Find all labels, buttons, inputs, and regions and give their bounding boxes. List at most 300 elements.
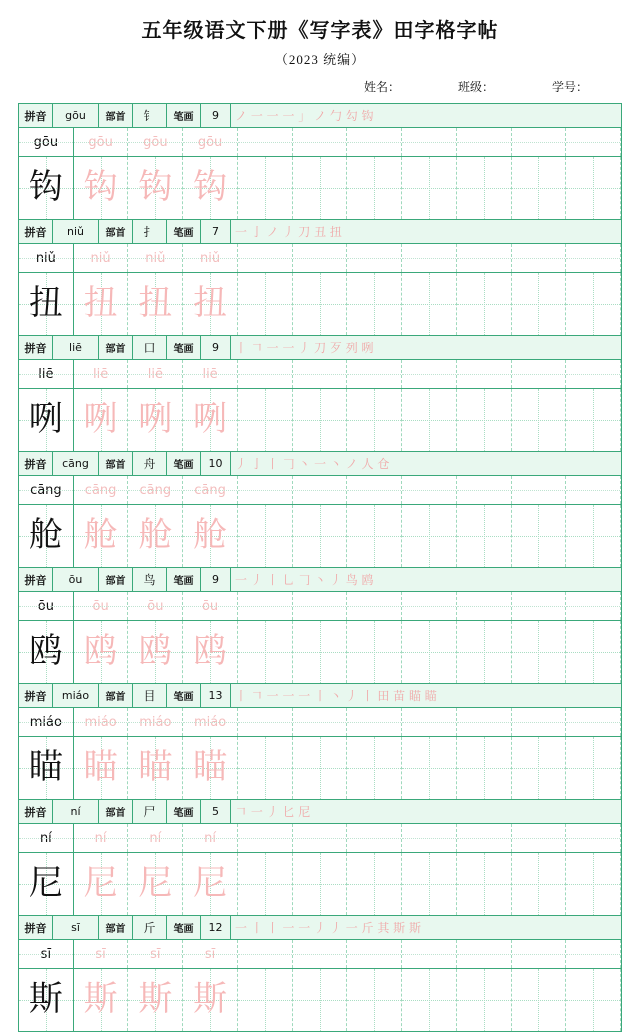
pinyin-baseline [19, 606, 73, 607]
tianzige-cell[interactable] [457, 621, 512, 683]
pinyin-cell[interactable] [566, 708, 621, 736]
tianzige-cell[interactable] [128, 273, 183, 335]
tianzige-cell[interactable] [128, 621, 183, 683]
pinyin-cell[interactable] [512, 244, 567, 272]
field-id-label: 学号： [551, 80, 588, 94]
tianzige-cell[interactable] [347, 505, 402, 567]
grid-horizontal-guide [457, 304, 511, 305]
tianzige-cell[interactable] [402, 737, 457, 799]
character-glyph: 钩 [83, 169, 118, 206]
tianzige-cell[interactable] [402, 505, 457, 567]
tianzige-cell[interactable] [19, 273, 74, 335]
pinyin-cell[interactable] [347, 708, 402, 736]
character-glyph: 咧 [28, 401, 63, 438]
pinyin-cell[interactable] [238, 476, 293, 504]
tianzige-cell[interactable] [402, 853, 457, 915]
character-glyph: 瞄 [193, 749, 228, 786]
pinyin-baseline [74, 374, 128, 375]
grid-horizontal-guide [566, 884, 620, 885]
grid-horizontal-guide [566, 420, 620, 421]
grid-horizontal-guide [512, 536, 566, 537]
tianzige-cell[interactable] [347, 621, 402, 683]
tianzige-cell[interactable] [238, 853, 293, 915]
grid-horizontal-guide [238, 304, 292, 305]
radical-value: 斤 [133, 916, 167, 939]
tianzige-cell[interactable] [19, 505, 74, 567]
pinyin-cell[interactable] [512, 128, 567, 156]
tianzige-cell[interactable] [183, 157, 238, 219]
tianzige-cell[interactable] [457, 737, 512, 799]
pinyin-cell[interactable] [402, 708, 457, 736]
tianzige-cell[interactable] [457, 969, 512, 1031]
tianzige-cell[interactable] [19, 853, 74, 915]
pinyin-cell[interactable] [238, 940, 293, 968]
pinyin-cell[interactable] [128, 824, 183, 852]
pinyin-cell[interactable] [183, 476, 238, 504]
tianzige-cell[interactable] [402, 273, 457, 335]
tianzige-cell[interactable] [457, 389, 512, 451]
pinyin-cell[interactable] [512, 360, 567, 388]
tianzige-cell[interactable] [128, 389, 183, 451]
tianzige-cell[interactable] [512, 853, 567, 915]
pinyin-cell[interactable] [19, 940, 74, 968]
pinyin-cell[interactable] [74, 940, 129, 968]
character-info-row [19, 684, 621, 708]
pinyin-baseline [238, 722, 292, 723]
tianzige-cell[interactable] [457, 273, 512, 335]
pinyin-cell-text: gōu [143, 134, 168, 150]
page-subtitle: （2023 统编） [274, 52, 366, 67]
pinyin-cell[interactable] [402, 592, 457, 620]
pinyin-cell-text: liē [92, 366, 109, 382]
pinyin-cell[interactable] [293, 824, 348, 852]
grid-horizontal-guide [402, 536, 456, 537]
character-block [19, 103, 621, 219]
pinyin-cell[interactable] [183, 824, 238, 852]
tianzige-cell[interactable] [293, 969, 348, 1031]
pinyin-cell[interactable] [457, 824, 512, 852]
tianzige-cell[interactable] [402, 389, 457, 451]
pinyin-baseline [128, 954, 182, 955]
pinyin-cell-text: miáo [193, 714, 227, 730]
tianzige-cell[interactable] [293, 621, 348, 683]
pinyin-baseline [19, 258, 73, 259]
tianzige-cell[interactable] [512, 505, 567, 567]
pinyin-cell[interactable] [566, 128, 621, 156]
pinyin-cell[interactable] [293, 476, 348, 504]
pinyin-cell[interactable] [402, 476, 457, 504]
tianzige-cell[interactable] [566, 853, 621, 915]
tianzige-cell[interactable] [402, 157, 457, 219]
pinyin-baseline [347, 606, 401, 607]
tianzige-cell[interactable] [293, 853, 348, 915]
tianzige-cell[interactable] [74, 853, 129, 915]
pinyin-baseline [238, 374, 292, 375]
pinyin-baseline [293, 490, 347, 491]
pinyin-baseline [347, 722, 401, 723]
pinyin-baseline [512, 954, 566, 955]
pinyin-baseline [183, 142, 237, 143]
pinyin-cell[interactable] [74, 708, 129, 736]
pinyin-cell-text: sī [40, 946, 52, 962]
tianzige-cell[interactable] [566, 273, 621, 335]
tianzige-cell[interactable] [512, 621, 567, 683]
pinyin-baseline [512, 722, 566, 723]
tianzige-cell[interactable] [512, 273, 567, 335]
pinyin-cell[interactable] [238, 824, 293, 852]
pinyin-baseline [293, 142, 347, 143]
radical-value: 钅 [133, 104, 167, 127]
pinyin-cell[interactable] [457, 708, 512, 736]
pinyin-cell[interactable] [128, 592, 183, 620]
stroke-count-label: 笔画 [167, 336, 201, 359]
tianzige-cell[interactable] [19, 157, 74, 219]
pinyin-cell[interactable] [74, 128, 129, 156]
tianzige-cell[interactable] [183, 621, 238, 683]
pinyin-cell[interactable] [457, 128, 512, 156]
grid-horizontal-guide [347, 420, 401, 421]
grid-horizontal-guide [457, 188, 511, 189]
pinyin-cell[interactable] [19, 476, 74, 504]
pinyin-cell[interactable] [19, 244, 74, 272]
pinyin-cell[interactable] [566, 360, 621, 388]
pinyin-cell[interactable] [238, 360, 293, 388]
pinyin-cell-text: liē [202, 366, 218, 382]
tianzige-cell[interactable] [457, 505, 512, 567]
character-glyph: 扭 [138, 285, 173, 322]
pinyin-baseline [402, 374, 456, 375]
pinyin-cell[interactable] [402, 128, 457, 156]
character-glyph: 鸥 [138, 633, 173, 670]
pinyin-cell[interactable] [19, 128, 74, 156]
grid-horizontal-guide [293, 1000, 347, 1001]
stroke-order-sequence: 𠃍 一 丿 匕 尼 [235, 805, 311, 819]
pinyin-baseline [183, 722, 237, 723]
tianzige-cell[interactable] [238, 389, 293, 451]
pinyin-value: ōu [53, 568, 99, 591]
tianzige-cell[interactable] [128, 969, 183, 1031]
tianzige-cell[interactable] [128, 505, 183, 567]
tianzige-cell[interactable] [293, 273, 348, 335]
tianzige-cell[interactable] [457, 157, 512, 219]
pinyin-cell[interactable] [183, 244, 238, 272]
pinyin-cell[interactable] [402, 940, 457, 968]
tianzige-cell[interactable] [183, 969, 238, 1031]
pinyin-baseline [183, 258, 237, 259]
tianzige-cell[interactable] [566, 621, 621, 683]
pinyin-baseline [293, 722, 347, 723]
pinyin-cell[interactable] [566, 940, 621, 968]
pinyin-label: 拼音 [19, 452, 53, 475]
pinyin-cell[interactable] [402, 360, 457, 388]
pinyin-baseline [238, 954, 292, 955]
character-glyph: 咧 [138, 401, 173, 438]
tianzige-cell[interactable] [347, 157, 402, 219]
grid-horizontal-guide [566, 536, 620, 537]
pinyin-value: sī [53, 916, 99, 939]
pinyin-cell[interactable] [566, 824, 621, 852]
pinyin-cell[interactable] [128, 940, 183, 968]
tianzige-cell[interactable] [402, 969, 457, 1031]
radical-label: 部首 [99, 104, 133, 127]
pinyin-cell-text: niǔ [145, 250, 166, 266]
pinyin-baseline [457, 258, 511, 259]
pinyin-cell-text: cāng [194, 482, 226, 498]
pinyin-baseline [74, 606, 128, 607]
pinyin-baseline [293, 374, 347, 375]
pinyin-cell[interactable] [293, 940, 348, 968]
pinyin-cell[interactable] [293, 360, 348, 388]
pinyin-cell[interactable] [347, 940, 402, 968]
pinyin-cell[interactable] [347, 476, 402, 504]
pinyin-cell[interactable] [74, 824, 129, 852]
pinyin-cell[interactable] [566, 476, 621, 504]
pinyin-cell[interactable] [183, 128, 238, 156]
tianzige-cell[interactable] [512, 969, 567, 1031]
pinyin-cell[interactable] [19, 708, 74, 736]
tianzige-cell[interactable] [183, 853, 238, 915]
character-block [19, 335, 621, 451]
pinyin-baseline [512, 838, 566, 839]
grid-horizontal-guide [347, 188, 401, 189]
pinyin-cell[interactable] [566, 244, 621, 272]
tianzige-cell[interactable] [19, 969, 74, 1031]
pinyin-cell[interactable] [238, 244, 293, 272]
pinyin-baseline [128, 258, 182, 259]
pinyin-cell[interactable] [238, 708, 293, 736]
pinyin-baseline [238, 838, 292, 839]
tianzige-cell[interactable] [238, 505, 293, 567]
tianzige-cell[interactable] [566, 969, 621, 1031]
pinyin-cell[interactable] [19, 824, 74, 852]
pinyin-value: miáo [53, 684, 99, 707]
character-block [19, 683, 621, 799]
pinyin-cell[interactable] [19, 360, 74, 388]
pinyin-cell[interactable] [238, 128, 293, 156]
worksheet-page [0, 14, 640, 1018]
tianzige-cell[interactable] [512, 157, 567, 219]
pinyin-cell[interactable] [512, 592, 567, 620]
tianzige-cell[interactable] [238, 969, 293, 1031]
pinyin-baseline [566, 374, 620, 375]
pinyin-cell[interactable] [347, 244, 402, 272]
pinyin-cell[interactable] [457, 244, 512, 272]
pinyin-cell[interactable] [74, 592, 129, 620]
pinyin-baseline [457, 722, 511, 723]
pinyin-label: 拼音 [19, 568, 53, 591]
tianzige-cell[interactable] [566, 505, 621, 567]
radical-value: 口 [133, 336, 167, 359]
grid-horizontal-guide [457, 536, 511, 537]
tianzige-cell[interactable] [74, 157, 129, 219]
pinyin-baseline [74, 838, 128, 839]
character-glyph: 扭 [193, 285, 228, 322]
stroke-count-label: 笔画 [167, 220, 201, 243]
tianzige-cell[interactable] [566, 737, 621, 799]
pinyin-cell[interactable] [128, 128, 183, 156]
pinyin-cell[interactable] [183, 592, 238, 620]
tianzige-cell[interactable] [19, 389, 74, 451]
pinyin-cell-text: niǔ [200, 250, 221, 266]
pinyin-baseline [74, 722, 128, 723]
radical-label: 部首 [99, 220, 133, 243]
pinyin-cell[interactable] [293, 708, 348, 736]
tianzige-cell[interactable] [293, 737, 348, 799]
tianzige-cell[interactable] [347, 273, 402, 335]
pinyin-baseline [347, 258, 401, 259]
grid-horizontal-guide [402, 884, 456, 885]
tianzige-cell[interactable] [293, 157, 348, 219]
tianzige-cell[interactable] [293, 389, 348, 451]
pinyin-baseline [293, 838, 347, 839]
pinyin-practice-row [19, 476, 621, 505]
tianzige-cell[interactable] [183, 737, 238, 799]
pinyin-cell[interactable] [457, 592, 512, 620]
tianzige-cell[interactable] [402, 621, 457, 683]
pinyin-cell[interactable] [402, 244, 457, 272]
tianzige-cell[interactable] [74, 505, 129, 567]
practice-sheet [18, 103, 622, 1032]
pinyin-cell[interactable] [293, 244, 348, 272]
pinyin-cell[interactable] [457, 360, 512, 388]
stroke-order-sequence: 丨 𠃍 一 一 一 丨 丶 丿 丨 田 苗 瞄 瞄 [235, 689, 437, 703]
pinyin-baseline [566, 258, 620, 259]
pinyin-baseline [238, 258, 292, 259]
pinyin-cell[interactable] [457, 940, 512, 968]
stroke-count-value: 9 [201, 104, 231, 127]
pinyin-cell[interactable] [183, 360, 238, 388]
pinyin-baseline [402, 142, 456, 143]
pinyin-cell[interactable] [347, 128, 402, 156]
tianzige-cell[interactable] [19, 737, 74, 799]
pinyin-cell[interactable] [512, 940, 567, 968]
tianzige-cell[interactable] [347, 389, 402, 451]
tianzige-cell[interactable] [128, 737, 183, 799]
pinyin-baseline [183, 490, 237, 491]
pinyin-cell[interactable] [512, 708, 567, 736]
tianzige-cell[interactable] [74, 969, 129, 1031]
pinyin-cell[interactable] [128, 360, 183, 388]
pinyin-cell[interactable] [566, 592, 621, 620]
pinyin-baseline [183, 838, 237, 839]
tianzige-cell[interactable] [347, 853, 402, 915]
character-glyph: 鸥 [28, 633, 63, 670]
grid-horizontal-guide [457, 1000, 511, 1001]
pinyin-cell[interactable] [457, 476, 512, 504]
pinyin-cell[interactable] [74, 360, 129, 388]
tianzige-cell[interactable] [183, 273, 238, 335]
tianzige-cell[interactable] [293, 505, 348, 567]
pinyin-label: 拼音 [19, 684, 53, 707]
pinyin-baseline [512, 142, 566, 143]
character-practice-row [19, 505, 621, 567]
pinyin-cell[interactable] [238, 592, 293, 620]
pinyin-cell[interactable] [128, 476, 183, 504]
character-practice-row [19, 157, 621, 219]
grid-horizontal-guide [238, 188, 292, 189]
tianzige-cell[interactable] [347, 969, 402, 1031]
pinyin-practice-row [19, 360, 621, 389]
pinyin-baseline [183, 374, 237, 375]
stroke-count-label: 笔画 [167, 104, 201, 127]
page-title: 五年级语文下册《写字表》田字格字帖 [141, 20, 499, 42]
tianzige-cell[interactable] [238, 737, 293, 799]
grid-horizontal-guide [347, 1000, 401, 1001]
grid-horizontal-guide [402, 304, 456, 305]
pinyin-cell[interactable] [512, 476, 567, 504]
pinyin-cell[interactable] [19, 592, 74, 620]
pinyin-cell[interactable] [347, 592, 402, 620]
tianzige-cell[interactable] [566, 157, 621, 219]
pinyin-cell[interactable] [128, 708, 183, 736]
pinyin-value: liē [53, 336, 99, 359]
pinyin-cell[interactable] [74, 476, 129, 504]
tianzige-cell[interactable] [457, 853, 512, 915]
stroke-count-value: 12 [201, 916, 231, 939]
pinyin-baseline [128, 838, 182, 839]
grid-horizontal-guide [293, 304, 347, 305]
tianzige-cell[interactable] [74, 389, 129, 451]
pinyin-value: ní [53, 800, 99, 823]
tianzige-cell[interactable] [512, 737, 567, 799]
tianzige-cell[interactable] [238, 157, 293, 219]
tianzige-cell[interactable] [183, 389, 238, 451]
grid-horizontal-guide [512, 420, 566, 421]
tianzige-cell[interactable] [19, 621, 74, 683]
grid-horizontal-guide [457, 768, 511, 769]
grid-horizontal-guide [293, 420, 347, 421]
tianzige-cell[interactable] [128, 853, 183, 915]
pinyin-cell[interactable] [347, 824, 402, 852]
pinyin-cell[interactable] [74, 244, 129, 272]
pinyin-baseline [19, 838, 73, 839]
pinyin-cell[interactable] [293, 128, 348, 156]
pinyin-cell[interactable] [183, 940, 238, 968]
stroke-count-value: 10 [201, 452, 231, 475]
pinyin-baseline [19, 142, 73, 143]
pinyin-cell[interactable] [512, 824, 567, 852]
radical-label: 部首 [99, 684, 133, 707]
pinyin-baseline [293, 606, 347, 607]
tianzige-cell[interactable] [566, 389, 621, 451]
pinyin-cell[interactable] [402, 824, 457, 852]
character-info-row [19, 452, 621, 476]
stroke-count-label: 笔画 [167, 916, 201, 939]
tianzige-cell[interactable] [347, 737, 402, 799]
tianzige-cell[interactable] [74, 621, 129, 683]
tianzige-cell[interactable] [74, 273, 129, 335]
pinyin-cell[interactable] [183, 708, 238, 736]
pinyin-cell-text: niǔ [35, 250, 56, 266]
tianzige-cell[interactable] [238, 273, 293, 335]
tianzige-cell[interactable] [74, 737, 129, 799]
pinyin-cell[interactable] [128, 244, 183, 272]
stroke-count-value: 9 [201, 336, 231, 359]
pinyin-cell[interactable] [293, 592, 348, 620]
pinyin-baseline [347, 954, 401, 955]
tianzige-cell[interactable] [238, 621, 293, 683]
pinyin-cell[interactable] [347, 360, 402, 388]
character-glyph: 舱 [193, 517, 228, 554]
tianzige-cell[interactable] [512, 389, 567, 451]
grid-horizontal-guide [293, 884, 347, 885]
pinyin-cell-text: ní [204, 830, 216, 846]
tianzige-cell[interactable] [128, 157, 183, 219]
pinyin-cell-text: miáo [29, 714, 62, 730]
pinyin-baseline [457, 374, 511, 375]
tianzige-cell[interactable] [183, 505, 238, 567]
pinyin-cell-text: sī [150, 946, 161, 962]
